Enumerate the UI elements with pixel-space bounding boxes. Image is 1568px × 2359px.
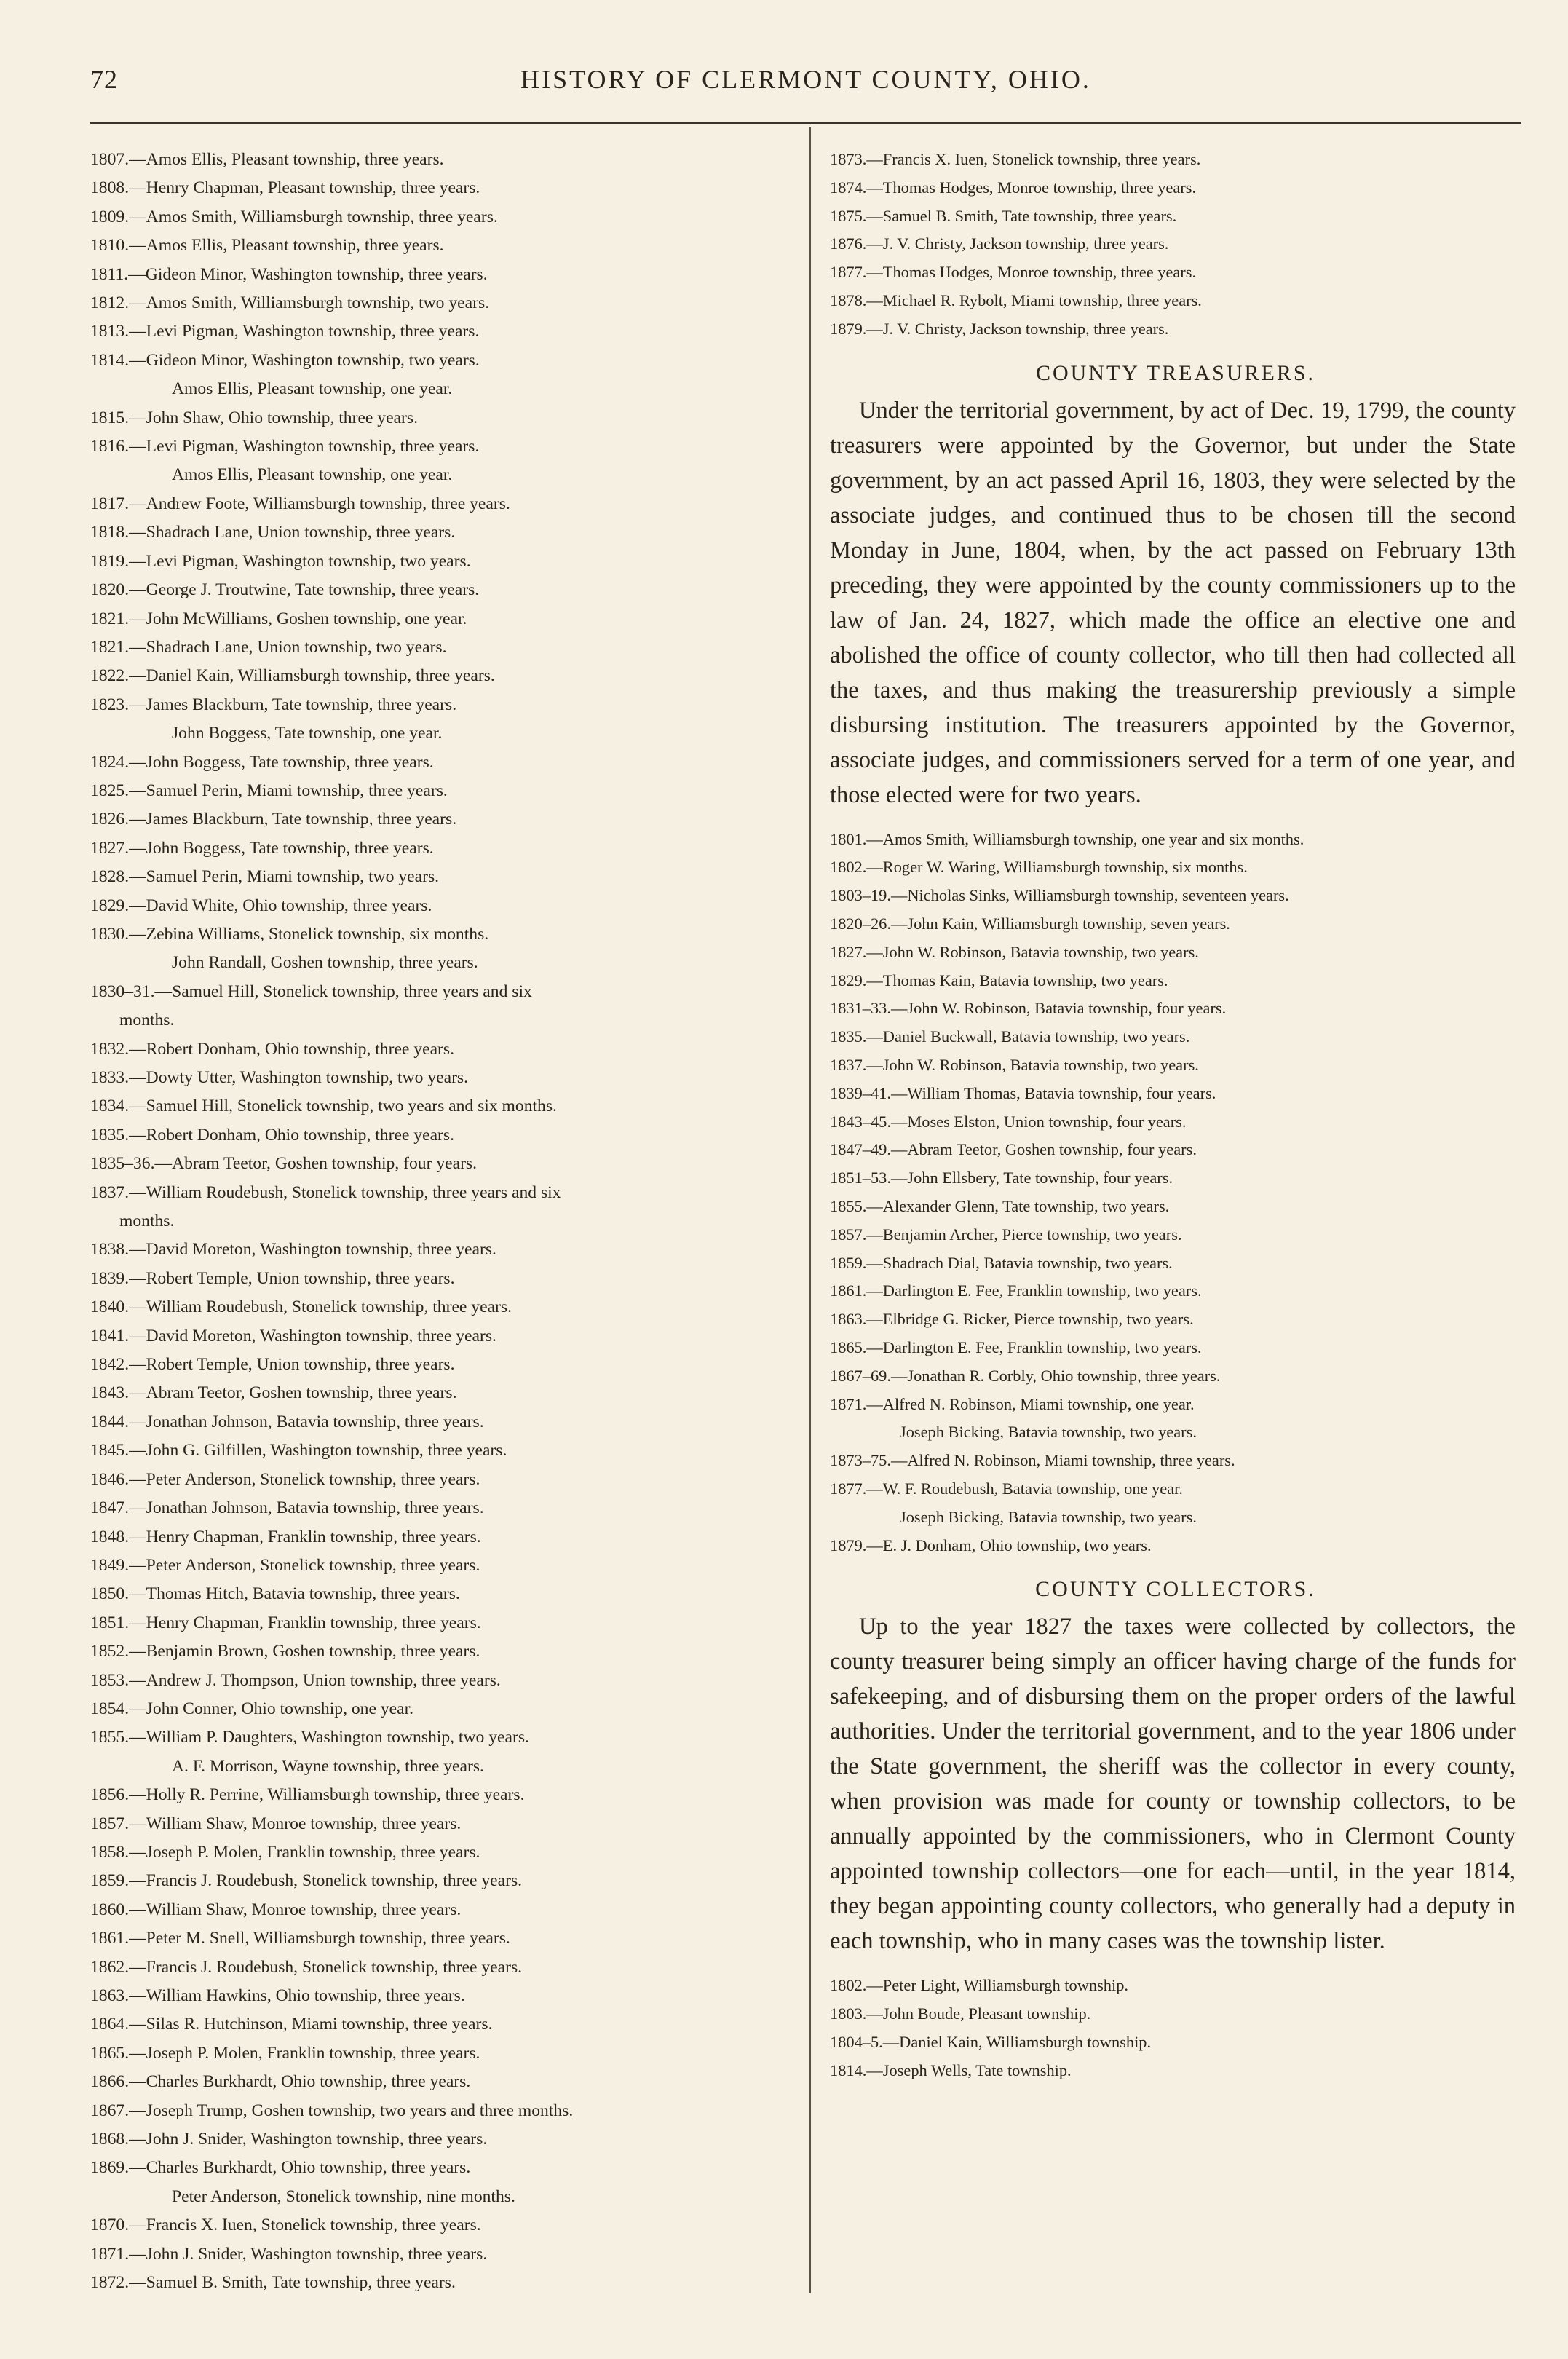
list-item bbox=[90, 518, 789, 547]
list-item bbox=[830, 939, 1521, 967]
entry-text: 1857.—William Shaw, Monroe township, three years. bbox=[90, 1814, 462, 1833]
list-item bbox=[90, 1466, 789, 1494]
entry-text: 1846.—Peter Anderson, Stonelick township, three years. bbox=[90, 1469, 480, 1489]
entry-subline: Joseph Bicking, Batavia township, two years. bbox=[900, 1507, 1197, 1526]
entry-text: 1867–69.—Jonathan R. Corbly, Ohio township, three years. bbox=[830, 1366, 1221, 1385]
entry-text: 1868.—John J. Snider, Washington township, three years. bbox=[90, 2130, 488, 2149]
entry-text: 1877.—Thomas Hodges, Monroe township, three years. bbox=[830, 263, 1197, 282]
column-divider bbox=[809, 127, 811, 2293]
entry-text: 1825.—Samuel Perin, Miami township, three years. bbox=[90, 781, 448, 800]
list-item bbox=[90, 1293, 789, 1321]
entry-text: 1807.—Amos Ellis, Pleasant township, three years. bbox=[90, 150, 444, 169]
list-item bbox=[830, 1362, 1521, 1391]
list-item bbox=[90, 1552, 789, 1580]
list-item bbox=[90, 1723, 789, 1781]
entry-text: 1838.—David Moreton, Washington township, three years. bbox=[90, 1240, 496, 1260]
entry-text: 1804–5.—Daniel Kain, Williamsburgh township. bbox=[830, 2032, 1152, 2051]
list-item bbox=[830, 1249, 1521, 1278]
list-item bbox=[830, 1108, 1521, 1137]
list-item bbox=[90, 1609, 789, 1637]
list-item bbox=[90, 662, 789, 690]
entry-text: 1879.—J. V. Christy, Jackson township, three years. bbox=[830, 319, 1169, 338]
list-item bbox=[90, 1179, 789, 1236]
entry-text: 1834.—Samuel Hill, Stonelick township, two years and six months. bbox=[90, 1096, 557, 1116]
list-item bbox=[830, 146, 1521, 174]
list-item bbox=[830, 1164, 1521, 1193]
entry-text: 1830–31.—Samuel Hill, Stonelick township, three years and six bbox=[90, 981, 532, 1001]
entry-text: 1863.—Elbridge G. Ricker, Pierce township, two years. bbox=[830, 1310, 1194, 1329]
entry-text: 1820.—George J. Troutwine, Tate township, three years. bbox=[90, 580, 480, 600]
entry-text: 1874.—Thomas Hodges, Monroe township, three years. bbox=[830, 178, 1197, 197]
entry-text: 1837.—William Roudebush, Stonelick township, three years and six bbox=[90, 1182, 561, 1202]
entry-text: 1870.—Francis X. Iuen, Stonelick township, three years. bbox=[90, 2216, 481, 2235]
list-item bbox=[830, 995, 1521, 1023]
list-item bbox=[830, 967, 1521, 995]
entry-subline: A. F. Morrison, Wayne township, three years. bbox=[172, 1756, 484, 1776]
list-item bbox=[830, 826, 1521, 854]
list-item bbox=[90, 203, 789, 232]
list-item bbox=[830, 202, 1521, 231]
list-item bbox=[830, 1305, 1521, 1334]
entry-text: 1828.—Samuel Perin, Miami township, two years. bbox=[90, 867, 440, 887]
entry-subline: John Randall, Goshen township, three years. bbox=[172, 953, 478, 973]
list-item bbox=[90, 232, 789, 260]
entry-text: 1821.—John McWilliams, Goshen township, one year. bbox=[90, 609, 467, 628]
entry-text: 1879.—E. J. Donham, Ohio township, two years. bbox=[830, 1536, 1152, 1554]
entry-text: 1810.—Amos Ellis, Pleasant township, three years. bbox=[90, 236, 444, 256]
list-item bbox=[90, 1035, 789, 1064]
list-item bbox=[90, 1523, 789, 1552]
list-item bbox=[90, 404, 789, 432]
list-item bbox=[90, 1494, 789, 1522]
list-item bbox=[90, 920, 789, 978]
entry-text: 1812.—Amos Smith, Williamsburgh township, two years. bbox=[90, 293, 490, 313]
entry-subline: Joseph Bicking, Batavia township, two years. bbox=[900, 1423, 1197, 1442]
list-item bbox=[830, 1277, 1521, 1305]
list-item bbox=[90, 2154, 789, 2211]
entry-text: 1839–41.—William Thomas, Batavia township, four years. bbox=[830, 1083, 1216, 1102]
entry-text: 1875.—Samuel B. Smith, Tate township, three years. bbox=[830, 206, 1177, 225]
entry-text: 1862.—Francis J. Roudebush, Stonelick township, three years. bbox=[90, 1957, 523, 1977]
list-item bbox=[830, 1972, 1521, 2000]
entry-text: 1871.—John J. Snider, Washington township, three years. bbox=[90, 2244, 488, 2264]
entry-text: 1809.—Amos Smith, Williamsburgh township, three years. bbox=[90, 207, 498, 226]
collectors-paragraph: Up to the year 1827 the taxes were collected by collectors, the county treasurer being simply an officer having charge of the funds for safekeeping, and of disbursing them on the proper orders of the lawful authorities. Under the territorial government, and to the year 1806 under the State government, the sheriff was the collector in every county, when provision was made for county or township collectors, to be annually appointed by the commissioners, who in Clermont County appointed township collectors—one for each—until, in the year 1814, they began appointing county collectors, who generally had a deputy in each township, who in many cases was the township lister. bbox=[830, 1613, 1516, 1955]
list-item bbox=[90, 1637, 789, 1666]
entry-text: 1821.—Shadrach Lane, Union township, two years. bbox=[90, 637, 447, 657]
list-item bbox=[830, 1532, 1521, 1560]
list-item bbox=[90, 1580, 789, 1608]
list-item bbox=[90, 892, 789, 920]
entry-text: 1843.—Abram Teetor, Goshen township, three years. bbox=[90, 1383, 457, 1403]
entry-text: 1839.—Robert Temple, Union township, three years. bbox=[90, 1268, 455, 1288]
entry-text: 1851.—Henry Chapman, Franklin township, three years. bbox=[90, 1613, 481, 1632]
entry-text: 1813.—Levi Pigman, Washington township, three years. bbox=[90, 322, 480, 341]
list-item bbox=[90, 633, 789, 662]
list-item bbox=[90, 605, 789, 633]
entry-text: 1808.—Henry Chapman, Pleasant township, three years. bbox=[90, 178, 480, 198]
entry-text: 1803–19.—Nicholas Sinks, Williamsburgh township, seventeen years. bbox=[830, 886, 1289, 905]
list-item bbox=[90, 1437, 789, 1465]
list-item bbox=[90, 1896, 789, 1924]
list-item bbox=[830, 882, 1521, 910]
entry-text: 1803.—John Boude, Pleasant township. bbox=[830, 2004, 1091, 2023]
list-item bbox=[90, 1924, 789, 1953]
entry-text: 1826.—James Blackburn, Tate township, three years. bbox=[90, 810, 457, 829]
list-item bbox=[90, 978, 789, 1035]
entry-text: 1871.—Alfred N. Robinson, Miami township, one year. bbox=[830, 1394, 1195, 1413]
entry-text: 1878.—Michael R. Rybolt, Miami township, three years. bbox=[830, 291, 1202, 309]
entry-text: 1802.—Peter Light, Williamsburgh township. bbox=[830, 1976, 1128, 1995]
list-item bbox=[90, 1810, 789, 1838]
list-item bbox=[830, 1475, 1521, 1532]
entry-text: 1847–49.—Abram Teetor, Goshen township, four years. bbox=[830, 1140, 1197, 1159]
entry-text: 1829.—David White, Ohio township, three years. bbox=[90, 896, 432, 915]
entry-text: 1860.—William Shaw, Monroe township, three years. bbox=[90, 1900, 462, 1919]
list-item bbox=[830, 1051, 1521, 1080]
entry-text: 1843–45.—Moses Elston, Union township, four years. bbox=[830, 1112, 1187, 1131]
list-item bbox=[90, 1064, 789, 1092]
list-item bbox=[90, 174, 789, 202]
entry-text: 1848.—Henry Chapman, Franklin township, three years. bbox=[90, 1527, 481, 1546]
entry-text: 1859.—Francis J. Roudebush, Stonelick township, three years. bbox=[90, 1871, 523, 1891]
list-item bbox=[830, 230, 1521, 258]
entry-text: 1847.—Jonathan Johnson, Batavia township, three years. bbox=[90, 1498, 484, 1518]
list-item bbox=[90, 1982, 789, 2010]
entry-text: 1827.—John W. Robinson, Batavia township, two years. bbox=[830, 942, 1199, 961]
entry-text: 1831–33.—John W. Robinson, Batavia township, four years. bbox=[830, 999, 1227, 1018]
entry-text: 1867.—Joseph Trump, Goshen township, two years and three months. bbox=[90, 2101, 574, 2120]
right-top-list bbox=[830, 146, 1521, 344]
list-item bbox=[90, 2125, 789, 2154]
list-item bbox=[90, 1408, 789, 1437]
entry-text: 1802.—Roger W. Waring, Williamsburgh township, six months. bbox=[830, 858, 1248, 877]
list-item bbox=[830, 1221, 1521, 1249]
list-item bbox=[830, 258, 1521, 287]
entry-text: 1820–26.—John Kain, Williamsburgh township, seven years. bbox=[830, 914, 1230, 933]
entry-text: 1811.—Gideon Minor, Washington township, three years. bbox=[90, 264, 488, 284]
entry-text: 1844.—Jonathan Johnson, Batavia township, three years. bbox=[90, 1412, 484, 1431]
entry-text: 1853.—Andrew J. Thompson, Union township, three years. bbox=[90, 1670, 501, 1690]
entry-text: 1855.—Alexander Glenn, Tate township, two years. bbox=[830, 1196, 1170, 1215]
entry-text: 1815.—John Shaw, Ohio township, three years. bbox=[90, 408, 418, 427]
entry-text: 1866.—Charles Burkhardt, Ohio township, three years. bbox=[90, 2072, 471, 2092]
entry-text: 1851–53.—John Ellsbery, Tate township, four years. bbox=[830, 1169, 1173, 1188]
entry-text: 1854.—John Conner, Ohio township, one year. bbox=[90, 1699, 414, 1718]
left-column bbox=[90, 146, 789, 2297]
list-item bbox=[830, 315, 1521, 344]
entry-text: 1865.—Joseph P. Molen, Franklin township, three years. bbox=[90, 2043, 480, 2063]
list-item bbox=[90, 490, 789, 518]
entry-text: 1849.—Peter Anderson, Stonelick township, three years. bbox=[90, 1555, 480, 1575]
list-item bbox=[90, 1265, 789, 1293]
list-item bbox=[830, 287, 1521, 315]
list-item bbox=[90, 1121, 789, 1150]
list-item bbox=[90, 805, 789, 834]
list-item bbox=[90, 1867, 789, 1895]
list-item bbox=[90, 1695, 789, 1723]
entry-subline: Peter Anderson, Stonelick township, nine months. bbox=[172, 2186, 515, 2206]
entry-text: 1835.—Daniel Buckwall, Batavia township, two years. bbox=[830, 1027, 1190, 1046]
entry-text: 1872.—Samuel B. Smith, Tate township, three years. bbox=[90, 2273, 456, 2293]
entry-text: 1835.—Robert Donham, Ohio township, three years. bbox=[90, 1125, 454, 1145]
list-item bbox=[830, 1193, 1521, 1221]
list-item bbox=[90, 2068, 789, 2096]
entry-text: 1801.—Amos Smith, Williamsburgh township, one year and six months. bbox=[830, 829, 1304, 848]
entry-text: 1819.—Levi Pigman, Washington township, two years. bbox=[90, 551, 471, 571]
entry-text: 1850.—Thomas Hitch, Batavia township, three years. bbox=[90, 1584, 460, 1604]
list-item bbox=[90, 2269, 789, 2297]
list-item bbox=[830, 1447, 1521, 1475]
list-item bbox=[830, 1391, 1521, 1447]
entry-text: 1842.—Robert Temple, Union township, three years. bbox=[90, 1355, 455, 1375]
entry-subline: Amos Ellis, Pleasant township, one year. bbox=[172, 465, 453, 485]
entry-text: 1833.—Dowty Utter, Washington township, two years. bbox=[90, 1068, 469, 1087]
entry-text: 1818.—Shadrach Lane, Union township, three years. bbox=[90, 523, 456, 542]
list-item bbox=[830, 853, 1521, 882]
list-item bbox=[90, 1667, 789, 1695]
list-item bbox=[830, 1334, 1521, 1362]
entry-continuation: months. bbox=[119, 1011, 175, 1030]
list-item bbox=[830, 1080, 1521, 1108]
running-head: HISTORY OF CLERMONT COUNTY, OHIO. bbox=[520, 65, 1091, 94]
entry-subline: John Boggess, Tate township, one year. bbox=[172, 724, 443, 743]
list-item bbox=[830, 2028, 1521, 2057]
entry-text: 1817.—Andrew Foote, Williamsburgh township, three years. bbox=[90, 494, 510, 513]
list-item bbox=[830, 2000, 1521, 2028]
entry-continuation: months. bbox=[119, 1212, 175, 1231]
list-item bbox=[830, 2057, 1521, 2085]
list-item bbox=[90, 2097, 789, 2125]
list-item bbox=[90, 1150, 789, 1178]
list-item bbox=[90, 863, 789, 891]
list-item bbox=[90, 2010, 789, 2039]
entry-text: 1816.—Levi Pigman, Washington township, three years. bbox=[90, 437, 480, 457]
list-item bbox=[90, 347, 789, 404]
list-item bbox=[90, 1322, 789, 1351]
list-item bbox=[90, 2211, 789, 2240]
list-item bbox=[90, 1838, 789, 1867]
entry-text: 1855.—William P. Daughters, Washington township, two years. bbox=[90, 1728, 529, 1747]
entry-text: 1858.—Joseph P. Molen, Franklin township, three years. bbox=[90, 1842, 480, 1862]
page-number: 72 bbox=[90, 65, 118, 94]
list-item bbox=[90, 289, 789, 317]
list-item bbox=[830, 910, 1521, 939]
entry-text: 1835–36.—Abram Teetor, Goshen township, four years. bbox=[90, 1154, 478, 1174]
entry-text: 1873.—Francis X. Iuen, Stonelick township, three years. bbox=[830, 150, 1201, 168]
entry-text: 1863.—William Hawkins, Ohio township, three years. bbox=[90, 1986, 465, 2005]
list-item bbox=[90, 1379, 789, 1407]
list-item bbox=[90, 691, 789, 748]
list-item bbox=[90, 2039, 789, 2068]
treasurers-paragraph: Under the territorial government, by act of Dec. 19, 1799, the county treasurers were appointed by the Governor, but under the State government, by an act passed April 16, 1803, they were selected by the associate judges, and continued thus to be chosen till the second Monday in June, 1804, when, by the act passed on February 13th preceding, they were appointed by the county commissioners up to the law of Jan. 24, 1827, which made the office an elective one and abolished the office of county collector, who till then had collected all the taxes, and thus making the treasurership previously a simple disbursing institution. The treasurers appointed by the Governor, associate judges, and commissioners served for a term of one year, and those elected were for two years. bbox=[830, 397, 1516, 808]
list-item bbox=[90, 1236, 789, 1264]
entry-text: 1861.—Darlington E. Fee, Franklin township, two years. bbox=[830, 1281, 1202, 1300]
list-item bbox=[90, 777, 789, 805]
entry-text: 1857.—Benjamin Archer, Pierce township, two years. bbox=[830, 1225, 1182, 1244]
entry-text: 1830.—Zebina Williams, Stonelick township, six months. bbox=[90, 924, 489, 944]
list-item bbox=[90, 261, 789, 289]
list-item bbox=[90, 834, 789, 863]
list-item bbox=[90, 1781, 789, 1809]
entry-text: 1865.—Darlington E. Fee, Franklin township, two years. bbox=[830, 1337, 1202, 1356]
entry-text: 1814.—Joseph Wells, Tate township. bbox=[830, 2060, 1072, 2079]
right-column bbox=[830, 146, 1521, 2085]
entry-text: 1832.—Robert Donham, Ohio township, three years. bbox=[90, 1039, 454, 1059]
treasurers-heading: COUNTY TREASURERS. bbox=[1035, 360, 1316, 385]
list-item bbox=[90, 317, 789, 346]
list-item bbox=[90, 1953, 789, 1982]
list-item bbox=[90, 576, 789, 604]
list-item bbox=[90, 748, 789, 777]
entry-subline: Amos Ellis, Pleasant township, one year. bbox=[172, 379, 453, 399]
entry-text: 1822.—Daniel Kain, Williamsburgh township, three years. bbox=[90, 666, 495, 686]
entry-text: 1864.—Silas R. Hutchinson, Miami township, three years. bbox=[90, 2015, 493, 2034]
entry-text: 1845.—John G. Gilfillen, Washington township, three years. bbox=[90, 1441, 507, 1461]
collectors-heading: COUNTY COLLECTORS. bbox=[1035, 1577, 1316, 1602]
entry-text: 1841.—David Moreton, Washington township, three years. bbox=[90, 1326, 496, 1346]
list-item bbox=[830, 1136, 1521, 1164]
list-item bbox=[90, 2240, 789, 2269]
entry-text: 1861.—Peter M. Snell, Williamsburgh township, three years. bbox=[90, 1929, 510, 1948]
list-item bbox=[90, 548, 789, 576]
entry-text: 1859.—Shadrach Dial, Batavia township, two years. bbox=[830, 1253, 1173, 1272]
entry-text: 1837.—John W. Robinson, Batavia township, two years. bbox=[830, 1055, 1199, 1074]
entry-text: 1869.—Charles Burkhardt, Ohio township, three years. bbox=[90, 2158, 471, 2178]
entry-text: 1852.—Benjamin Brown, Goshen township, three years. bbox=[90, 1642, 480, 1661]
header-rule bbox=[90, 122, 1521, 124]
entry-text: 1824.—John Boggess, Tate township, three years. bbox=[90, 752, 434, 772]
treasurers-list bbox=[830, 826, 1521, 1560]
list-item bbox=[90, 432, 789, 490]
collectors-list bbox=[830, 1972, 1521, 2085]
entry-text: 1856.—Holly R. Perrine, Williamsburgh township, three years. bbox=[90, 1785, 525, 1805]
entry-text: 1876.—J. V. Christy, Jackson township, three years. bbox=[830, 234, 1169, 253]
entry-text: 1873–75.—Alfred N. Robinson, Miami township, three years. bbox=[830, 1451, 1235, 1470]
entry-text: 1823.—James Blackburn, Tate township, three years. bbox=[90, 695, 457, 714]
list-item bbox=[90, 146, 789, 174]
list-item bbox=[830, 1023, 1521, 1051]
entry-text: 1827.—John Boggess, Tate township, three years. bbox=[90, 838, 434, 858]
entry-text: 1829.—Thomas Kain, Batavia township, two years. bbox=[830, 971, 1168, 989]
list-item bbox=[90, 1351, 789, 1379]
entry-text: 1840.—William Roudebush, Stonelick township, three years. bbox=[90, 1297, 512, 1317]
entry-text: 1877.—W. F. Roudebush, Batavia township, one year. bbox=[830, 1479, 1183, 1498]
entry-text: 1814.—Gideon Minor, Washington township, two years. bbox=[90, 350, 480, 370]
list-item bbox=[830, 174, 1521, 202]
list-item bbox=[90, 1092, 789, 1121]
